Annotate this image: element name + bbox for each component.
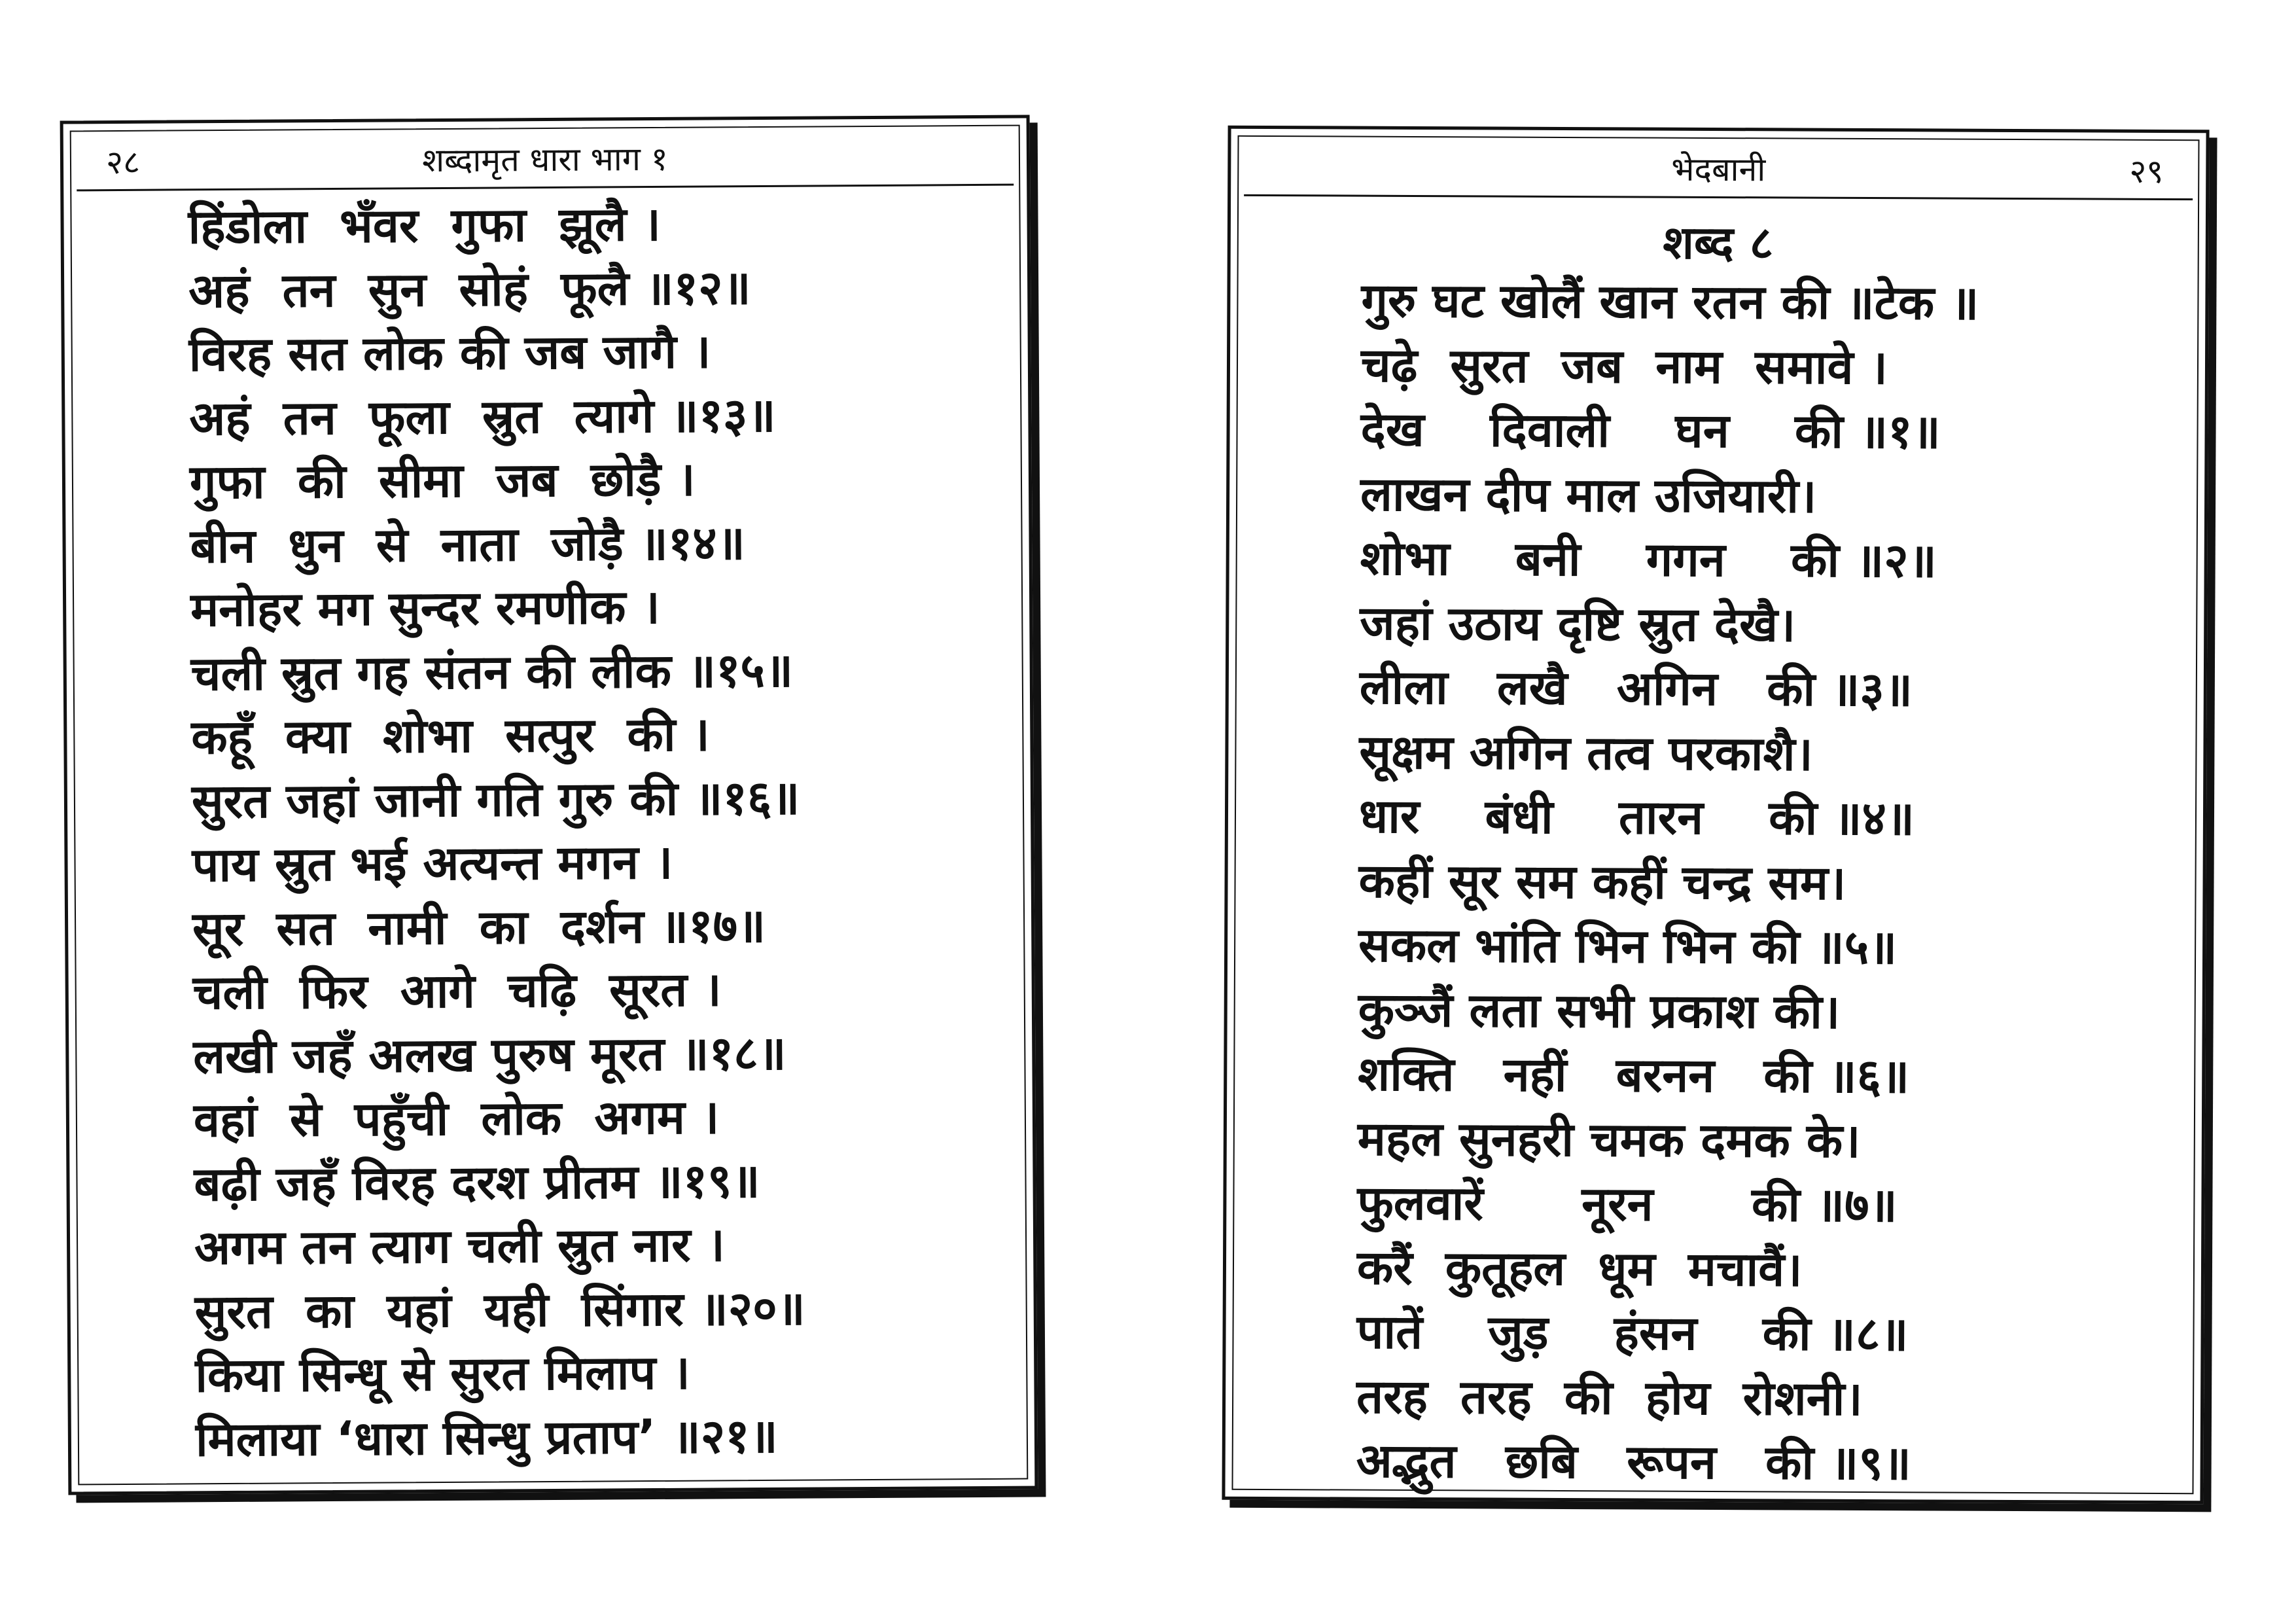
verse-line: मनोहर मग सुन्दर रमणीक । <box>190 579 661 637</box>
verse-line: अहं तन सुन सोहं फूलै ॥१२॥ <box>188 259 751 318</box>
right-page-verses <box>1356 268 1979 1496</box>
verse-line: लाखन दीप माल उजियारी। <box>1360 466 1817 524</box>
verse-line: किया सिन्धू से सुरत मिलाप । <box>195 1344 690 1403</box>
verse-line: सुरत का यहां यही सिंगार ॥२०॥ <box>194 1280 806 1339</box>
verse-line: पातें जुड़ हंसन की ॥८॥ <box>1356 1304 1909 1362</box>
verse-line: गुरु घट खोलैं खान रतन की ॥टेक ॥ <box>1361 272 1979 330</box>
verse-line: चली फिर आगे चढ़ि सूरत । <box>192 961 722 1020</box>
verse-line: अद्भुत छबि रूपन की ॥९॥ <box>1356 1433 1912 1491</box>
verse-line: अहं तन फूला स्रुत त्यागे ॥१३॥ <box>189 387 776 446</box>
shabd-heading: शब्द ८ <box>1663 215 1774 270</box>
verse-line: हिंडोला भँवर गुफा झूलै । <box>188 196 662 255</box>
verse-line: पाय स्रुत भई अत्यन्त मगन । <box>192 834 673 893</box>
verse-line: चढ़े सुरत जब नाम समावे । <box>1360 337 1888 395</box>
verse-line: सूक्षम अगिन तत्व परकाशै। <box>1359 724 1814 781</box>
verse-line: बीन धुन से नाता जोड़ै ॥१४॥ <box>190 514 746 573</box>
verse-line: सकल भांति भिन भिन की ॥५॥ <box>1358 917 1898 975</box>
verse-line: वहां से पहुँची लोक अगम । <box>193 1089 720 1148</box>
verse-line: फुलवारें नूरन की ॥७॥ <box>1357 1175 1898 1233</box>
left-page-number: २८ <box>105 143 141 182</box>
right-page <box>1222 126 2209 1505</box>
verse-line: सुरत जहां जानी गति गुरु की ॥१६॥ <box>191 770 800 829</box>
verse-line: चली स्रुत गह संतन की लीक ॥१५॥ <box>190 642 794 701</box>
right-page-header <box>1244 141 2193 200</box>
verse-line: सूर सत नामी का दर्शन ॥१७॥ <box>192 897 766 956</box>
verse-line: शोभा बनी गगन की ॥२॥ <box>1360 530 1937 588</box>
verse-line: करैं कुतूहल धूम मचावैं। <box>1356 1240 1803 1297</box>
left-page-title: शब्दामृत धारा भाग १ <box>422 139 668 180</box>
right-page-title: भेदबानी <box>1671 150 1766 189</box>
verse-line: लीला लखै अगिन की ॥३॥ <box>1359 659 1913 717</box>
verse-line: शक्ति नहीं बरनन की ॥६॥ <box>1358 1046 1910 1104</box>
verse-line: कुञ्जैं लता सभी प्रकाश की। <box>1358 982 1841 1039</box>
verse-line: लखी जहँ अलख पुरुष मूरत ॥१८॥ <box>193 1025 786 1084</box>
left-page-verses <box>188 192 806 1472</box>
verse-line: कहीं सूर सम कहीं चन्द्र सम। <box>1358 853 1846 910</box>
verse-line: कहूँ क्या शोभा सत्पुर की । <box>191 706 711 765</box>
left-page-header <box>77 130 1014 192</box>
right-page-number: २९ <box>2129 152 2164 190</box>
verse-line: देख दिवाली घन की ॥१॥ <box>1360 401 1941 459</box>
left-page <box>60 115 1038 1495</box>
verse-line: गुफा की सीमा जब छोड़ै । <box>189 451 696 510</box>
verse-line: बढ़ी जहँ विरह दरश प्रीतम ॥१९॥ <box>194 1152 760 1211</box>
verse-line: महल सुनहरी चमक दमक के। <box>1357 1111 1861 1168</box>
verse-line: मिलाया ‘धारा सिन्धु प्रताप’ ॥२१॥ <box>195 1408 778 1467</box>
verse-line: तरह तरह की होय रोशनी। <box>1356 1368 1863 1426</box>
verse-line: विरह सत लोक की जब जागै । <box>188 323 711 382</box>
verse-line: जहां उठाय दृष्टि स्रुत देखै। <box>1360 595 1796 652</box>
verse-line: अगम तन त्याग चली स्रुत नार । <box>194 1217 726 1275</box>
verse-line: धार बंधी तारन की ॥४॥ <box>1358 788 1915 846</box>
